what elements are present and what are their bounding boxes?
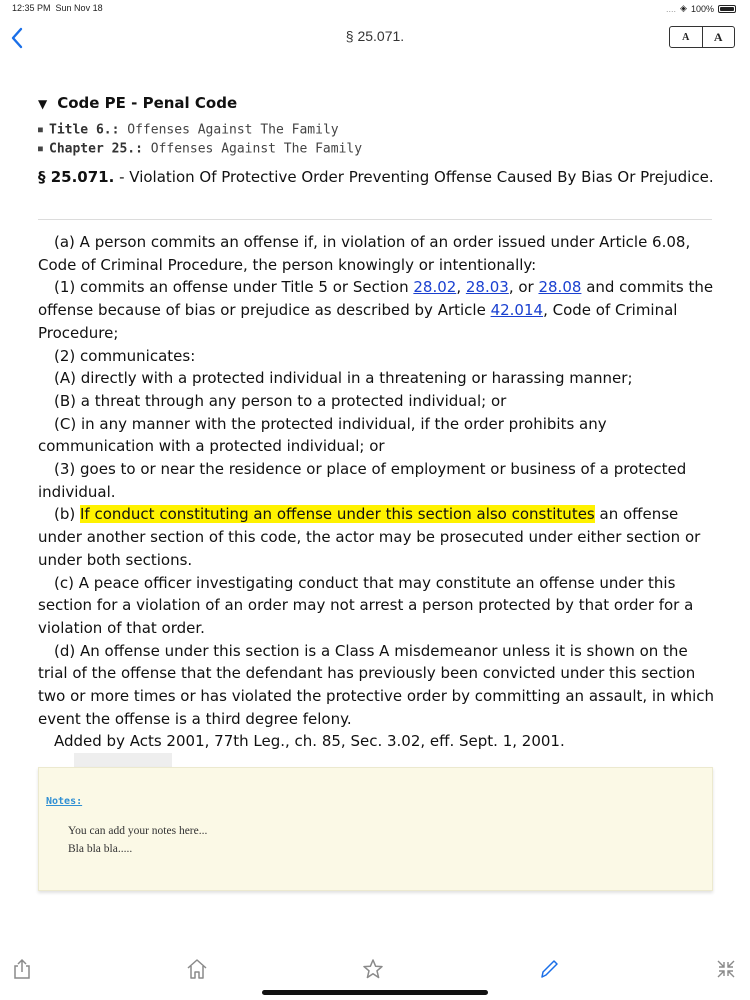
link-28-03[interactable]: 28.03 bbox=[465, 278, 509, 297]
triangle-down-icon: ▼ bbox=[38, 97, 48, 111]
subsection-b: (b) If conduct constituting an offense under this section also constitutes an offense under another section of this code, the actor may be prosecuted under either section or under both sections. bbox=[38, 505, 701, 569]
link-42-014[interactable]: 42.014 bbox=[490, 301, 544, 320]
code-heading-label: Code PE - Penal Code bbox=[57, 94, 238, 112]
section-number: § 25.071. bbox=[38, 168, 115, 186]
highlighted-text[interactable]: If conduct constituting an offense under this section also constitutes bbox=[80, 505, 595, 524]
font-size-control bbox=[669, 26, 735, 48]
breadcrumb-item-title[interactable]: ■ Title 6.: Offenses Against The Family bbox=[38, 122, 339, 138]
bullet-icon: ■ bbox=[38, 143, 43, 153]
subsection-a2: (2) communicates: bbox=[54, 346, 196, 365]
subsection-c: (c) A peace officer investigating conduct that may constitute an offense under this section for a violation of an order may not arrest a person protected by that order for a violation of that order. bbox=[38, 573, 694, 637]
pencil-icon[interactable] bbox=[537, 957, 561, 981]
home-indicator bbox=[262, 990, 488, 995]
subsection-a: (a) A person commits an offense if, in violation of an order issued under Article 6.08, Code of Criminal Procedure, the person knowingly or intentionally: bbox=[38, 233, 691, 274]
page-title: § 25.071. bbox=[345, 28, 405, 44]
breadcrumb bbox=[38, 121, 362, 158]
share-icon[interactable] bbox=[10, 957, 34, 981]
notes-panel[interactable] bbox=[38, 767, 713, 891]
link-28-08[interactable]: 28.08 bbox=[538, 278, 582, 297]
battery-icon bbox=[718, 5, 736, 13]
subsection-a2-B: (B) a threat through any person to a protected individual; or bbox=[54, 391, 507, 410]
battery-percent: 100% bbox=[690, 3, 714, 14]
status-indicators bbox=[666, 3, 736, 14]
star-icon[interactable] bbox=[361, 957, 385, 981]
wifi-icon: ◈ bbox=[680, 3, 687, 13]
notes-label: Notes: bbox=[46, 796, 83, 807]
notes-text[interactable] bbox=[68, 822, 207, 858]
collapse-icon[interactable] bbox=[714, 957, 738, 981]
bullet-icon: ■ bbox=[38, 125, 43, 134]
notes-line: Bla bla bla..... bbox=[68, 843, 133, 855]
subsection-a2-A: (A) directly with a protected individual in a threatening or harassing manner; bbox=[54, 369, 633, 388]
signal-dots: .... bbox=[666, 3, 677, 14]
subsection-a1: (1) commits an offense under Title 5 or Section 28.02, 28.03, or 28.08 and commits the offense because of bias or prejudice as described by Article 42.014, Code of Criminal Procedure; bbox=[38, 278, 714, 342]
link-28-02[interactable]: 28.02 bbox=[413, 278, 457, 297]
increase-font-button[interactable]: A bbox=[702, 27, 735, 47]
section-heading-text: - Violation Of Protective Order Preventing Offense Caused By Bias Or Prejudice. bbox=[114, 168, 714, 186]
subsection-d: (d) An offense under this section is a Class A misdemeanor unless it is shown on the trial of the offense that the defendant has previously been convicted under this section two or more times or has violated the protective order by committing an assault, in which event the offense is a third degree felony. bbox=[38, 641, 715, 728]
divider bbox=[38, 219, 712, 220]
section-title bbox=[38, 166, 718, 188]
code-heading[interactable] bbox=[38, 94, 237, 112]
subsection-a3: (3) goes to or near the residence or place of employment or business of a protected individual. bbox=[38, 460, 687, 501]
status-date: Sun Nov 18 bbox=[55, 3, 103, 13]
status-bar bbox=[0, 0, 750, 18]
decrease-font-button[interactable]: A bbox=[682, 31, 690, 43]
navigation-bar bbox=[0, 20, 750, 54]
notes-line: You can add your notes here... bbox=[68, 825, 208, 837]
breadcrumb-item-chapter[interactable]: ■ Chapter 25.: Offenses Against The Family bbox=[38, 141, 363, 156]
status-time: 12:35 PM Sun Nov 18 bbox=[12, 3, 103, 13]
statute-body bbox=[38, 231, 716, 753]
home-icon[interactable] bbox=[185, 957, 209, 981]
history-note: Added by Acts 2001, 77th Leg., ch. 85, Sec. 3.02, eff. Sept. 1, 2001. bbox=[54, 732, 565, 751]
subsection-a2-C: (C) in any manner with the protected individual, if the order prohibits any communication with a protected individual; or bbox=[38, 414, 607, 456]
